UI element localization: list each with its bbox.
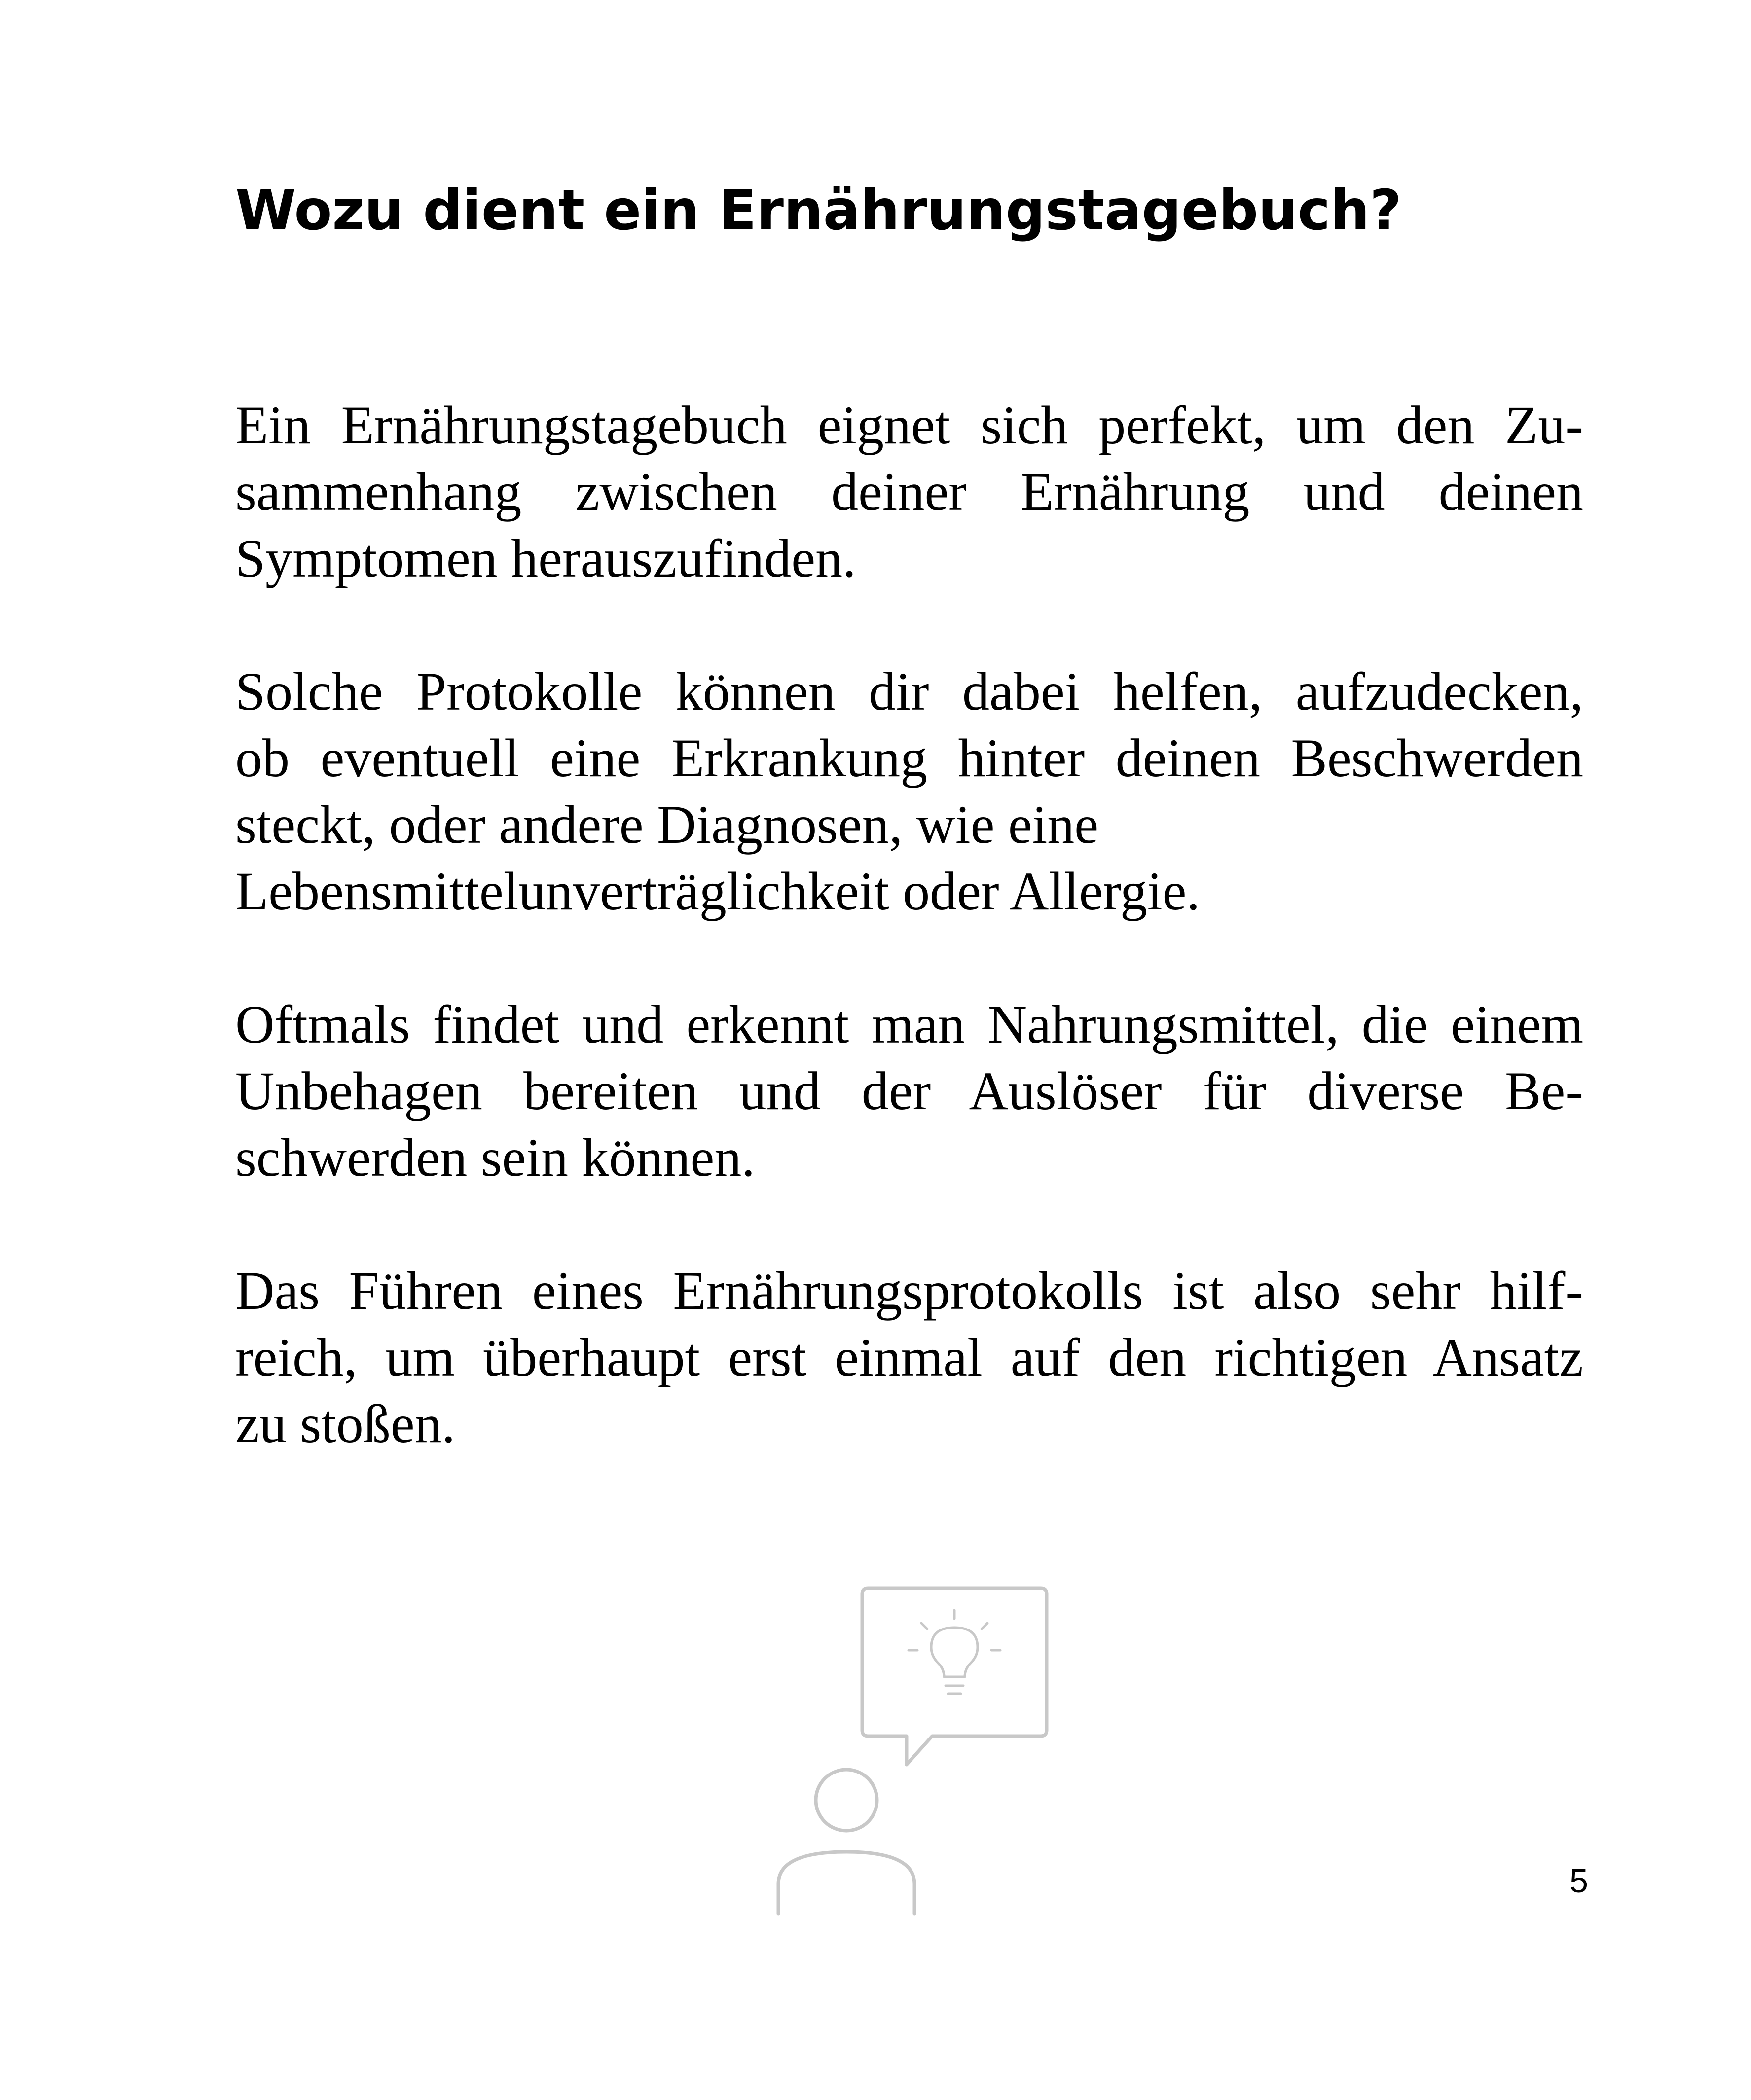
- text-line: schwerden sein können.: [235, 1127, 755, 1188]
- text-line: Solche Protokolle können dir dabei helfen, aufzudecken,: [235, 661, 1583, 722]
- text-line: ob eventuell eine Erkrankung hinter deinen Beschwerden: [235, 728, 1583, 788]
- text-line: Ein Ernährungstagebuch eignet sich perfekt, um den Zu-: [235, 395, 1583, 455]
- text-line: zu stoßen.: [235, 1394, 456, 1454]
- body-text: [235, 392, 1583, 1524]
- text-line: steckt, oder andere Diagnosen, wie eine: [235, 795, 1099, 855]
- text-line: reich, um überhaupt erst einmal auf den richtigen Ansatz: [235, 1327, 1583, 1387]
- paragraph-1: [235, 392, 1583, 592]
- paragraph-3: [235, 991, 1583, 1191]
- paragraph-2: [235, 658, 1583, 925]
- text-line: Symptomen herauszufinden.: [235, 528, 856, 588]
- text-line: Oftmals findet und erkennt man Nahrungsmittel, die einem: [235, 994, 1583, 1054]
- page-number: 5: [1569, 1862, 1588, 1900]
- text-line: Unbehagen bereiten und der Auslöser für diverse Be-: [235, 1061, 1583, 1121]
- paragraph-4: [235, 1258, 1583, 1457]
- idea-illustration: [769, 1578, 1060, 1919]
- page-heading: Wozu dient ein Ernährungstagebuch?: [235, 179, 1402, 243]
- lightbulb-icon: [909, 1610, 1000, 1694]
- text-line: Das Führen eines Ernährungsprotokolls ist also sehr hilf-: [235, 1261, 1583, 1321]
- text-line: Lebensmittelunverträglichkeit oder Allergie.: [235, 861, 1200, 921]
- text-line: sammenhang zwischen deiner Ernährung und deinen: [235, 462, 1583, 522]
- person-icon: [778, 1770, 914, 1914]
